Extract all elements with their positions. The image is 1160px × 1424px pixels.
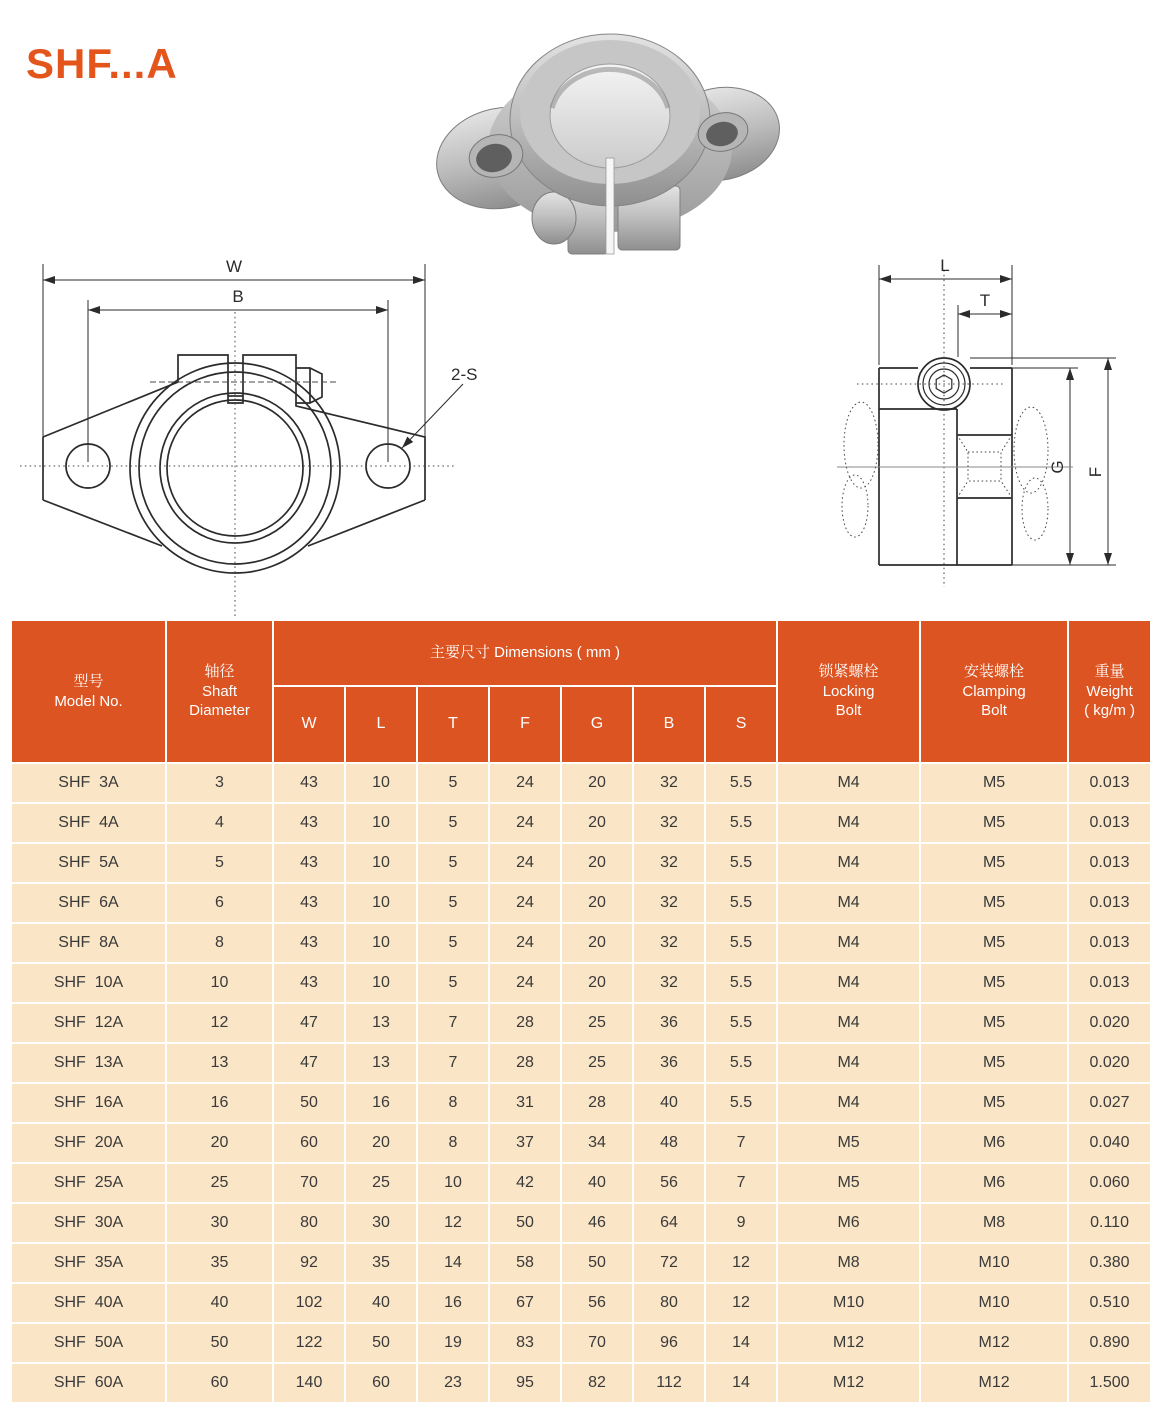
cell-t: 7 (417, 1003, 489, 1043)
cell-f: 67 (489, 1283, 561, 1323)
cell-f: 24 (489, 803, 561, 843)
header-locking-bolt (777, 620, 920, 763)
cell-t: 8 (417, 1083, 489, 1123)
cell-d: 5 (166, 843, 273, 883)
cell-locking: M4 (777, 1043, 920, 1083)
cell-weight: 0.020 (1068, 1043, 1151, 1083)
cell-l: 10 (345, 883, 417, 923)
header-clamping-en2: Bolt (981, 702, 1007, 720)
cell-s: 5.5 (705, 1083, 777, 1123)
cell-clamping: M5 (920, 923, 1068, 963)
cell-w: 50 (273, 1083, 345, 1123)
table-row (11, 1043, 1151, 1083)
cell-l: 10 (345, 963, 417, 1003)
cell-l: 10 (345, 843, 417, 883)
cell-weight: 0.013 (1068, 923, 1151, 963)
cell-locking: M8 (777, 1243, 920, 1283)
cell-model: SHF 50A (11, 1323, 166, 1363)
header-weight (1068, 620, 1151, 763)
cell-w: 43 (273, 883, 345, 923)
table-row (11, 1003, 1151, 1043)
cell-s: 12 (705, 1283, 777, 1323)
table-row (11, 923, 1151, 963)
cell-weight: 0.027 (1068, 1083, 1151, 1123)
header-locking-zh: 锁紧螺栓 (818, 663, 879, 681)
cell-t: 10 (417, 1163, 489, 1203)
cell-f: 95 (489, 1363, 561, 1403)
cell-d: 40 (166, 1283, 273, 1323)
side-view-drawing (835, 245, 1157, 593)
clamp-bolt (532, 192, 576, 244)
cell-t: 16 (417, 1283, 489, 1323)
table-row (11, 1203, 1151, 1243)
cell-t: 7 (417, 1043, 489, 1083)
cell-f: 28 (489, 1003, 561, 1043)
cell-d: 8 (166, 923, 273, 963)
cell-locking: M12 (777, 1323, 920, 1363)
cell-g: 82 (561, 1363, 633, 1403)
cell-clamping: M8 (920, 1203, 1068, 1243)
cell-clamping: M10 (920, 1283, 1068, 1323)
cell-f: 28 (489, 1043, 561, 1083)
cell-weight: 0.040 (1068, 1123, 1151, 1163)
cell-w: 70 (273, 1163, 345, 1203)
cell-weight: 0.380 (1068, 1243, 1151, 1283)
cell-f: 24 (489, 763, 561, 803)
cell-b: 72 (633, 1243, 705, 1283)
cell-b: 96 (633, 1323, 705, 1363)
cell-l: 30 (345, 1203, 417, 1243)
cell-f: 37 (489, 1123, 561, 1163)
cell-g: 70 (561, 1323, 633, 1363)
cell-g: 20 (561, 803, 633, 843)
header-weight-en1: Weight (1086, 682, 1133, 700)
cell-l: 25 (345, 1163, 417, 1203)
bore-circle-inner (167, 400, 303, 536)
cell-weight: 0.890 (1068, 1323, 1151, 1363)
cell-w: 43 (273, 843, 345, 883)
cell-locking: M12 (777, 1363, 920, 1403)
cell-t: 19 (417, 1323, 489, 1363)
cell-clamping: M5 (920, 963, 1068, 1003)
cell-l: 13 (345, 1043, 417, 1083)
cell-l: 10 (345, 763, 417, 803)
cell-l: 10 (345, 803, 417, 843)
cell-f: 42 (489, 1163, 561, 1203)
cell-w: 47 (273, 1043, 345, 1083)
cell-t: 5 (417, 963, 489, 1003)
cell-locking: M6 (777, 1203, 920, 1243)
cell-clamping: M5 (920, 763, 1068, 803)
shaft-support-photo-illustration (420, 8, 800, 266)
cell-g: 34 (561, 1123, 633, 1163)
cell-locking: M10 (777, 1283, 920, 1323)
cell-g: 25 (561, 1003, 633, 1043)
cell-weight: 0.510 (1068, 1283, 1151, 1323)
cell-clamping: M10 (920, 1243, 1068, 1283)
cell-s: 7 (705, 1123, 777, 1163)
cell-g: 20 (561, 923, 633, 963)
cell-g: 25 (561, 1043, 633, 1083)
header-clamping-bolt (920, 620, 1068, 763)
dim-label-l: L (940, 256, 950, 275)
cell-b: 48 (633, 1123, 705, 1163)
cell-w: 43 (273, 963, 345, 1003)
cell-d: 35 (166, 1243, 273, 1283)
cell-clamping: M5 (920, 803, 1068, 843)
table-row (11, 963, 1151, 1003)
header-dim-w: W (273, 686, 345, 763)
table-row (11, 1123, 1151, 1163)
cell-t: 5 (417, 843, 489, 883)
cell-w: 47 (273, 1003, 345, 1043)
cell-d: 13 (166, 1043, 273, 1083)
bore (550, 64, 670, 168)
cell-clamping: M5 (920, 843, 1068, 883)
dim-label-b: B (232, 287, 244, 306)
cell-f: 83 (489, 1323, 561, 1363)
cell-model: SHF 16A (11, 1083, 166, 1123)
cell-model: SHF 12A (11, 1003, 166, 1043)
header-dim-t: T (417, 686, 489, 763)
cell-model: SHF 13A (11, 1043, 166, 1083)
cell-locking: M4 (777, 763, 920, 803)
cell-model: SHF 60A (11, 1363, 166, 1403)
cell-s: 7 (705, 1163, 777, 1203)
cell-w: 140 (273, 1363, 345, 1403)
cell-w: 102 (273, 1283, 345, 1323)
table-row (11, 883, 1151, 923)
cell-l: 60 (345, 1363, 417, 1403)
cell-t: 12 (417, 1203, 489, 1243)
cell-s: 5.5 (705, 1043, 777, 1083)
cell-weight: 0.013 (1068, 803, 1151, 843)
cell-g: 20 (561, 763, 633, 803)
cell-model: SHF 6A (11, 883, 166, 923)
cell-b: 80 (633, 1283, 705, 1323)
cell-f: 58 (489, 1243, 561, 1283)
cell-t: 5 (417, 763, 489, 803)
cell-g: 20 (561, 843, 633, 883)
dim-label-f: F (1086, 466, 1105, 478)
cell-d: 30 (166, 1203, 273, 1243)
cell-g: 20 (561, 883, 633, 923)
cell-clamping: M12 (920, 1363, 1068, 1403)
cell-locking: M4 (777, 963, 920, 1003)
cell-g: 56 (561, 1283, 633, 1323)
cell-d: 4 (166, 803, 273, 843)
cell-locking: M5 (777, 1163, 920, 1203)
cell-f: 24 (489, 963, 561, 1003)
table-row (11, 1363, 1151, 1403)
cell-w: 80 (273, 1203, 345, 1243)
cell-w: 60 (273, 1123, 345, 1163)
cell-s: 5.5 (705, 803, 777, 843)
cell-model: SHF 8A (11, 923, 166, 963)
cell-model: SHF 35A (11, 1243, 166, 1283)
table-body (11, 763, 1151, 1403)
phantom-lobe-left-upper (844, 402, 878, 488)
dim-label-t: T (979, 291, 991, 310)
cell-locking: M5 (777, 1123, 920, 1163)
cell-b: 32 (633, 843, 705, 883)
cell-w: 43 (273, 803, 345, 843)
cell-l: 10 (345, 923, 417, 963)
hole-leader-line (402, 384, 463, 448)
bottom-right-slope (308, 500, 425, 546)
cell-s: 5.5 (705, 963, 777, 1003)
cell-weight: 0.013 (1068, 763, 1151, 803)
header-clamping-en1: Clamping (962, 682, 1026, 700)
header-shaft-zh: 轴径 (204, 663, 235, 681)
product-photo (420, 8, 800, 266)
cell-weight: 0.020 (1068, 1003, 1151, 1043)
cell-b: 64 (633, 1203, 705, 1243)
header-shaft-en1: Shaft (201, 682, 238, 700)
cell-s: 5.5 (705, 883, 777, 923)
cell-weight: 0.013 (1068, 843, 1151, 883)
cell-w: 43 (273, 923, 345, 963)
cell-g: 20 (561, 963, 633, 1003)
cell-t: 5 (417, 883, 489, 923)
header-dim-f: F (489, 686, 561, 763)
cell-g: 40 (561, 1163, 633, 1203)
cell-clamping: M5 (920, 1003, 1068, 1043)
table-row (11, 1083, 1151, 1123)
cell-f: 24 (489, 843, 561, 883)
cell-l: 50 (345, 1323, 417, 1363)
cell-s: 5.5 (705, 1003, 777, 1043)
phantom-lobe-right-upper (1014, 407, 1048, 493)
cell-t: 14 (417, 1243, 489, 1283)
cell-weight: 0.060 (1068, 1163, 1151, 1203)
cell-weight: 0.110 (1068, 1203, 1151, 1243)
cell-b: 40 (633, 1083, 705, 1123)
cell-model: SHF 40A (11, 1283, 166, 1323)
cell-d: 6 (166, 883, 273, 923)
cell-s: 12 (705, 1243, 777, 1283)
cell-d: 12 (166, 1003, 273, 1043)
cell-t: 5 (417, 803, 489, 843)
cell-model: SHF 4A (11, 803, 166, 843)
cell-f: 50 (489, 1203, 561, 1243)
cell-locking: M4 (777, 803, 920, 843)
cell-s: 5.5 (705, 923, 777, 963)
cell-locking: M4 (777, 923, 920, 963)
cell-t: 8 (417, 1123, 489, 1163)
cell-s: 14 (705, 1363, 777, 1403)
cell-b: 32 (633, 883, 705, 923)
header-model (11, 620, 166, 763)
cell-weight: 0.013 (1068, 963, 1151, 1003)
table-header (11, 620, 1151, 763)
cell-model: SHF 30A (11, 1203, 166, 1243)
header-dim-b: B (633, 686, 705, 763)
clamp-slit (606, 158, 614, 254)
header-shaft-diameter (166, 620, 273, 763)
cell-d: 16 (166, 1083, 273, 1123)
cell-t: 5 (417, 923, 489, 963)
phantom-lobe-right-lower (1022, 478, 1048, 540)
phantom-lobe-left-lower (842, 475, 868, 537)
cell-l: 20 (345, 1123, 417, 1163)
cell-weight: 0.013 (1068, 883, 1151, 923)
cell-clamping: M5 (920, 1083, 1068, 1123)
header-locking-en2: Bolt (835, 702, 862, 720)
cell-locking: M4 (777, 883, 920, 923)
cell-t: 23 (417, 1363, 489, 1403)
cell-b: 112 (633, 1363, 705, 1403)
header-shaft-en2: Diameter (189, 702, 250, 720)
cell-s: 9 (705, 1203, 777, 1243)
cell-d: 20 (166, 1123, 273, 1163)
cell-b: 36 (633, 1043, 705, 1083)
cell-model: SHF 25A (11, 1163, 166, 1203)
header-dim-l: L (345, 686, 417, 763)
cell-b: 32 (633, 963, 705, 1003)
cell-clamping: M5 (920, 883, 1068, 923)
cell-l: 40 (345, 1283, 417, 1323)
table-row (11, 843, 1151, 883)
cell-clamping: M5 (920, 1043, 1068, 1083)
header-model-zh: 型号 (73, 673, 104, 690)
cell-d: 10 (166, 963, 273, 1003)
cell-d: 25 (166, 1163, 273, 1203)
cell-s: 14 (705, 1323, 777, 1363)
table-row (11, 1163, 1151, 1203)
spec-table (10, 619, 1150, 1404)
header-model-en: Model No. (54, 692, 123, 710)
table-row (11, 1323, 1151, 1363)
cell-w: 92 (273, 1243, 345, 1283)
cell-d: 3 (166, 763, 273, 803)
header-dim-s: S (705, 686, 777, 763)
table-row (11, 803, 1151, 843)
cell-l: 35 (345, 1243, 417, 1283)
cell-clamping: M12 (920, 1323, 1068, 1363)
cell-d: 60 (166, 1363, 273, 1403)
cell-w: 122 (273, 1323, 345, 1363)
header-clamping-zh: 安装螺栓 (964, 663, 1025, 681)
cell-b: 56 (633, 1163, 705, 1203)
cell-weight: 1.500 (1068, 1363, 1151, 1403)
dim-label-w: W (225, 257, 243, 276)
bottom-left-slope (43, 500, 162, 546)
header-locking-en1: Locking (822, 682, 875, 700)
cell-model: SHF 3A (11, 763, 166, 803)
cell-model: SHF 10A (11, 963, 166, 1003)
cell-l: 16 (345, 1083, 417, 1123)
cell-clamping: M6 (920, 1163, 1068, 1203)
cell-b: 32 (633, 803, 705, 843)
cell-w: 43 (273, 763, 345, 803)
cell-d: 50 (166, 1323, 273, 1363)
cell-locking: M4 (777, 1003, 920, 1043)
bore-circle-outer (160, 393, 310, 543)
cell-locking: M4 (777, 1083, 920, 1123)
dim-label-g: G (1048, 460, 1067, 474)
top-outline (43, 355, 425, 500)
header-weight-en2: ( kg/m ) (1084, 702, 1135, 720)
cell-clamping: M6 (920, 1123, 1068, 1163)
table-row (11, 763, 1151, 803)
header-weight-zh: 重量 (1094, 663, 1125, 681)
table-row (11, 1283, 1151, 1323)
cell-g: 46 (561, 1203, 633, 1243)
hole-label-2s: 2-S (451, 365, 478, 384)
cell-f: 24 (489, 883, 561, 923)
cell-model: SHF 5A (11, 843, 166, 883)
cell-b: 32 (633, 923, 705, 963)
cell-b: 36 (633, 1003, 705, 1043)
cell-l: 13 (345, 1003, 417, 1043)
front-view-drawing (15, 250, 500, 622)
header-dimensions: 主要尺寸 Dimensions ( mm ) (273, 620, 777, 686)
cell-locking: M4 (777, 843, 920, 883)
cell-s: 5.5 (705, 843, 777, 883)
cell-b: 32 (633, 763, 705, 803)
cell-g: 50 (561, 1243, 633, 1283)
cell-f: 31 (489, 1083, 561, 1123)
cell-f: 24 (489, 923, 561, 963)
cell-s: 5.5 (705, 763, 777, 803)
cell-g: 28 (561, 1083, 633, 1123)
header-dim-g: G (561, 686, 633, 763)
page-title: SHF...A (26, 40, 178, 87)
table-row (11, 1243, 1151, 1283)
cell-model: SHF 20A (11, 1123, 166, 1163)
